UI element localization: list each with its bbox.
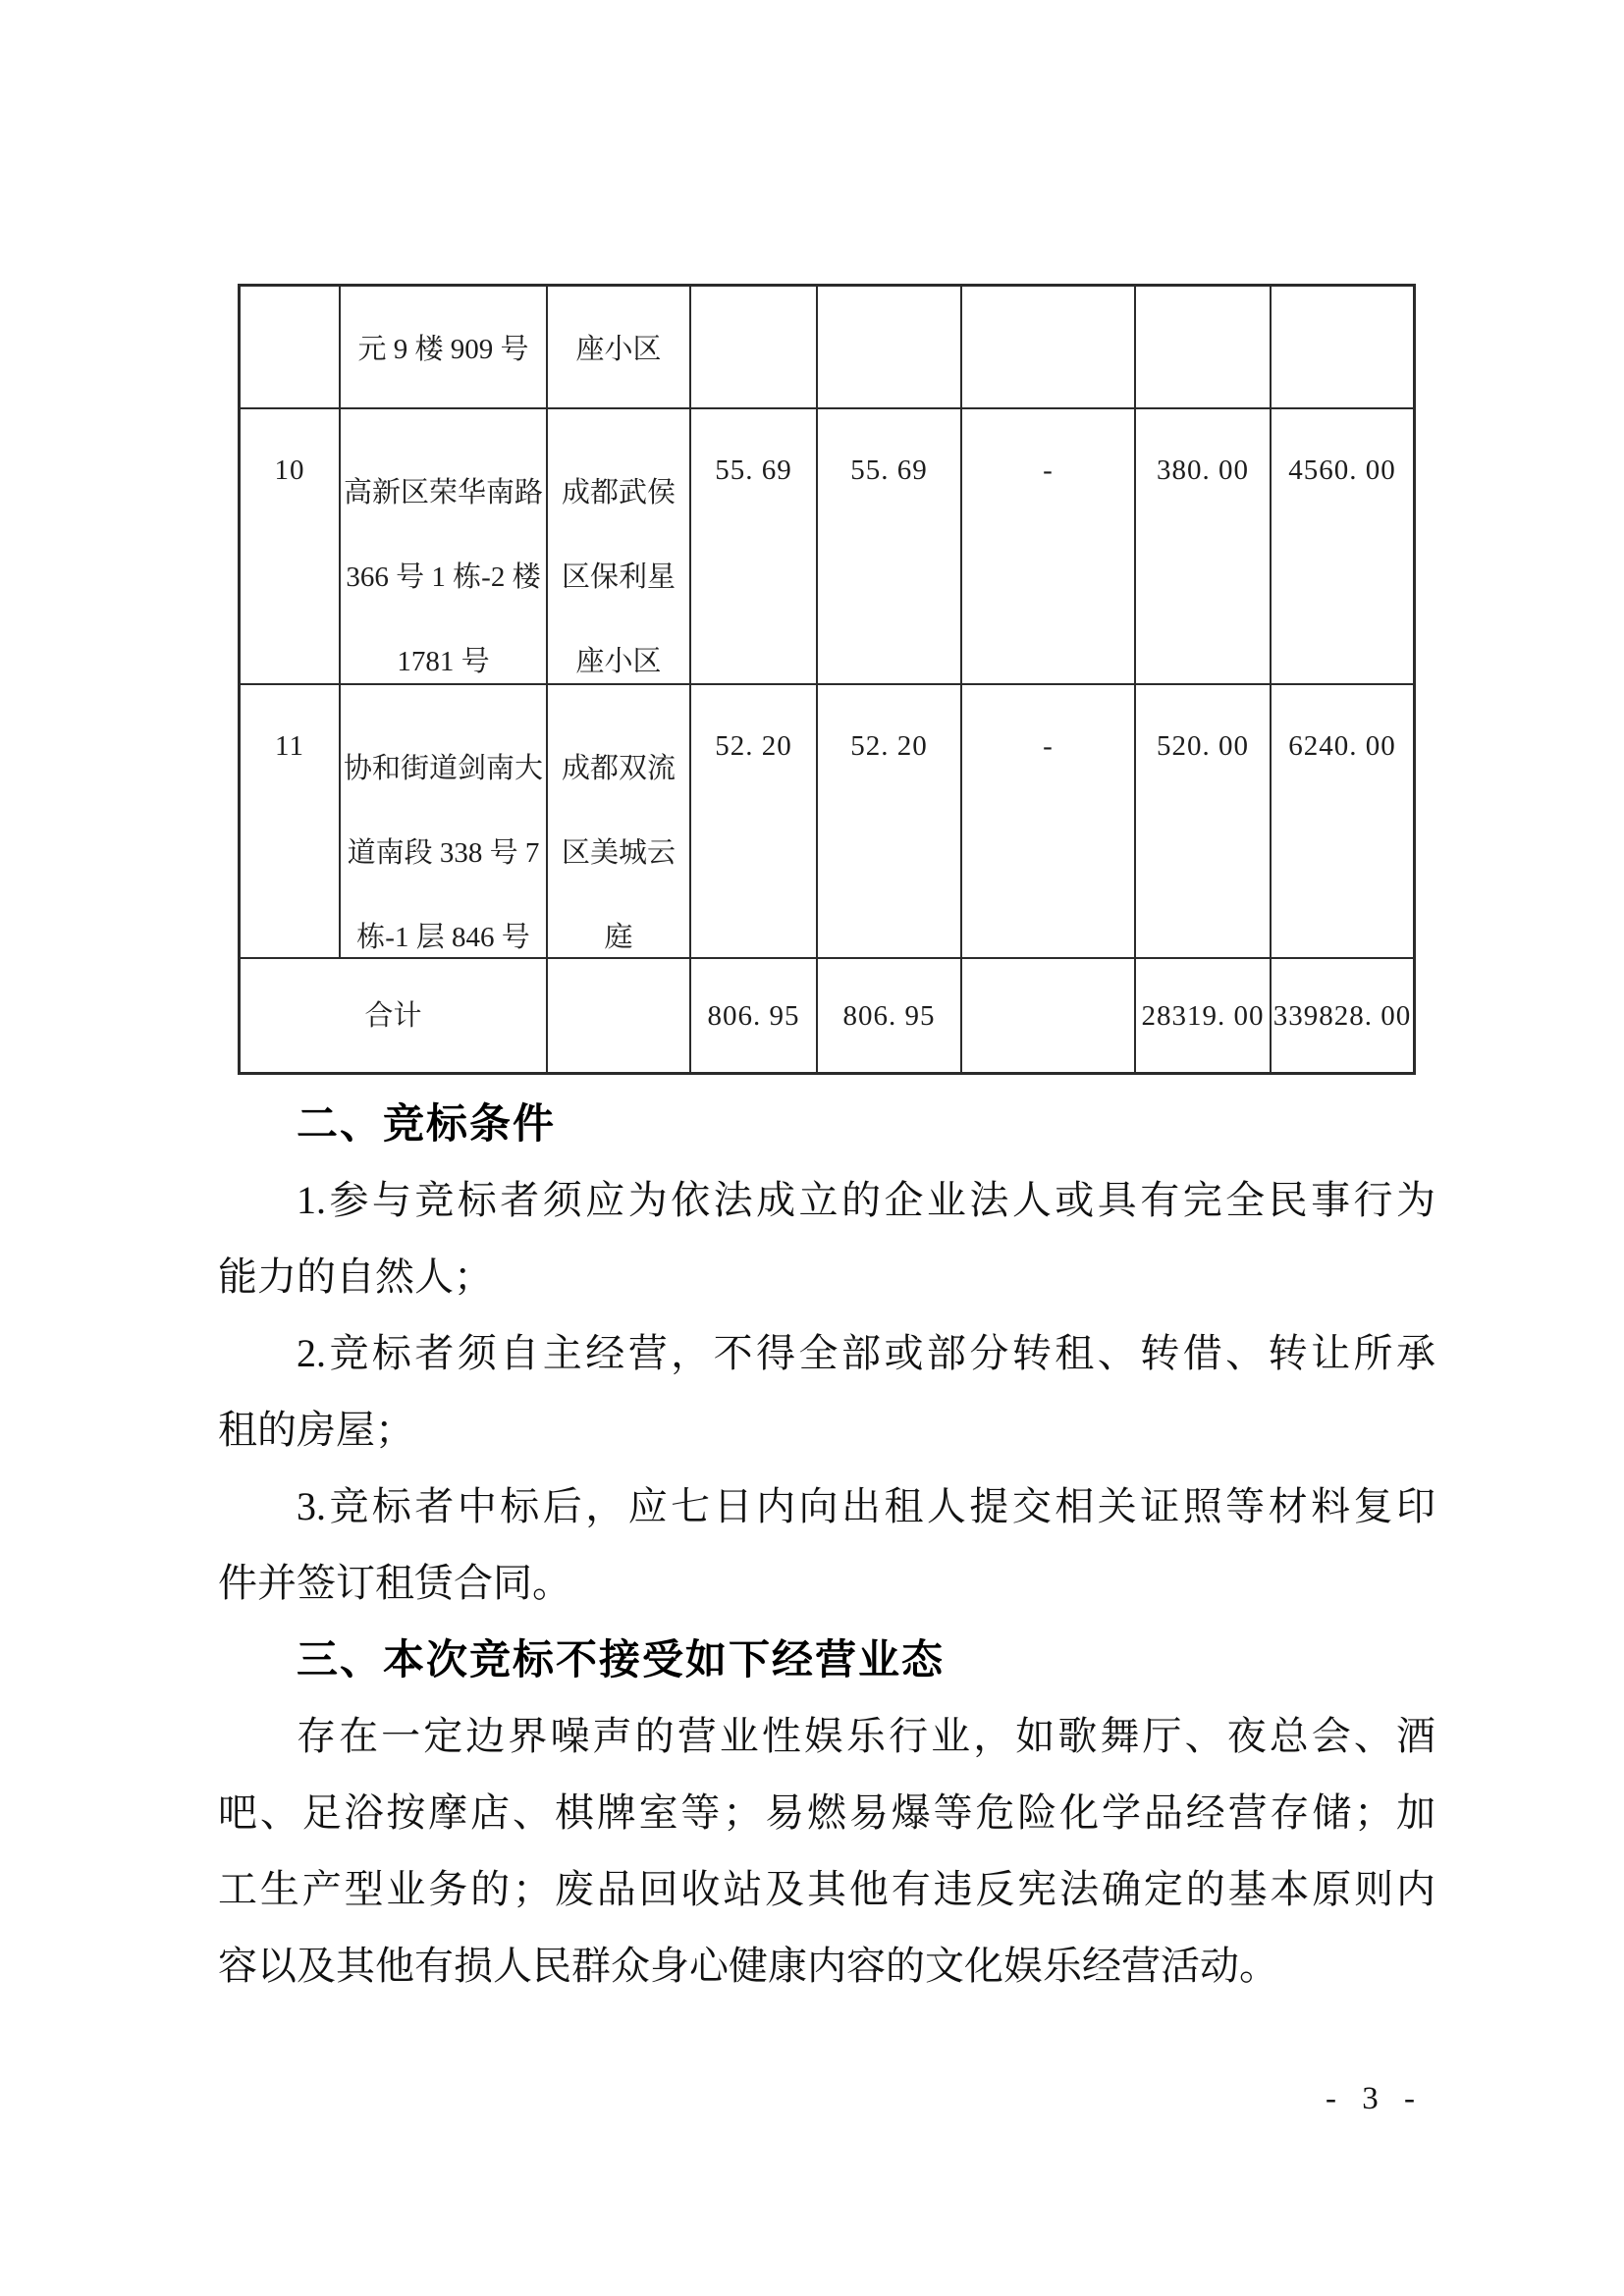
cell-address bbox=[341, 685, 548, 957]
table-row-carryover bbox=[241, 287, 1413, 409]
rent-area-text: 52. 20 bbox=[850, 730, 928, 762]
building-area-text: 55. 69 bbox=[715, 454, 792, 486]
cell-dash bbox=[962, 409, 1136, 683]
page-number: - 3 - bbox=[1326, 2081, 1424, 2116]
table-row-11 bbox=[241, 685, 1413, 959]
table-row-total bbox=[241, 959, 1413, 1072]
building-area-total-text: 806. 95 bbox=[707, 999, 800, 1032]
monthly-rent-text: 380. 00 bbox=[1157, 454, 1249, 486]
cell-building-area bbox=[691, 287, 818, 407]
cell-monthly-rent-total bbox=[1136, 959, 1272, 1072]
dash-text: - bbox=[1043, 454, 1054, 486]
cell-dash bbox=[962, 685, 1136, 957]
cell-monthly-rent bbox=[1136, 685, 1272, 957]
annual-rent-text: 4560. 00 bbox=[1288, 454, 1396, 486]
rent-area-text: 55. 69 bbox=[850, 454, 928, 486]
cell-row-no bbox=[241, 685, 341, 957]
building-area-text: 52. 20 bbox=[715, 730, 792, 762]
address-line: 栋-1 层 846 号 bbox=[356, 922, 530, 953]
cell-address bbox=[341, 287, 548, 407]
total-label-text: 合计 bbox=[364, 999, 422, 1032]
row-no-text: 10 bbox=[274, 454, 305, 486]
cell-community bbox=[548, 959, 691, 1072]
clause2-line2: 租的房屋； bbox=[218, 1408, 414, 1452]
cell-annual-rent bbox=[1272, 409, 1413, 683]
section3-para-line2: 吧、足浴按摩店、棋牌室等；易燃易爆等危险化学品经营存储；加 bbox=[218, 1790, 1435, 1835]
address-line: 高新区荣华南路 bbox=[343, 477, 543, 508]
cell-community bbox=[548, 287, 691, 407]
section3-heading: 三、本次竞标不接受如下经营业态 bbox=[297, 1636, 946, 1682]
cell-building-area bbox=[691, 409, 818, 683]
cell-monthly-rent bbox=[1136, 409, 1272, 683]
clause3-line1: 3.竞标者中标后，应七日内向出租人提交相关证照等材料复印 bbox=[297, 1484, 1435, 1528]
section3-para-line4: 容以及其他有损人民群众身心健康内容的文化娱乐经营活动。 bbox=[218, 1944, 1278, 1988]
community-line: 座小区 bbox=[575, 646, 662, 677]
section3-para-line3: 工生产型业务的；废品回收站及其他有违反宪法确定的基本原则内 bbox=[218, 1867, 1435, 1911]
clause1-line1: 1.参与竞标者须应为依法成立的企业法人或具有完全民事行为 bbox=[297, 1178, 1435, 1222]
table-row-10 bbox=[241, 409, 1413, 685]
clause2-line1: 2.竞标者须自主经营，不得全部或部分转租、转借、转让所承 bbox=[297, 1331, 1435, 1375]
community-line: 区美城云 bbox=[561, 837, 676, 869]
address-line: 道南段 338 号 7 bbox=[347, 837, 540, 869]
cell-community bbox=[548, 409, 691, 683]
cell-dash bbox=[962, 287, 1136, 407]
community-line: 成都武侯 bbox=[561, 477, 676, 508]
cell-rent-area-total bbox=[818, 959, 962, 1072]
cell-dash bbox=[962, 959, 1136, 1072]
community-line: 庭 bbox=[604, 922, 633, 953]
cell-row-no bbox=[241, 409, 341, 683]
cell-monthly-rent bbox=[1136, 287, 1272, 407]
cell-community bbox=[548, 685, 691, 957]
community-line: 成都双流 bbox=[561, 753, 676, 784]
clause3-line2: 件并签订租赁合同。 bbox=[218, 1561, 571, 1605]
cell-row-no bbox=[241, 287, 341, 407]
cell-building-area-total bbox=[691, 959, 818, 1072]
cell-building-area bbox=[691, 685, 818, 957]
cell-address bbox=[341, 409, 548, 683]
monthly-rent-total-text: 28319. 00 bbox=[1141, 999, 1265, 1032]
cell-annual-rent-total bbox=[1272, 959, 1413, 1072]
cell-rent-area bbox=[818, 409, 962, 683]
section3-para-line1: 存在一定边界噪声的营业性娱乐行业，如歌舞厅、夜总会、酒 bbox=[297, 1714, 1435, 1758]
rent-area-total-text: 806. 95 bbox=[842, 999, 936, 1032]
row-no-text: 11 bbox=[275, 730, 304, 762]
address-line: 协和街道剑南大 bbox=[343, 753, 543, 784]
cell-annual-rent bbox=[1272, 685, 1413, 957]
address-line: 366 号 1 栋-2 楼 bbox=[346, 561, 541, 593]
address-line: 1781 号 bbox=[397, 646, 490, 677]
annual-rent-text: 6240. 00 bbox=[1288, 730, 1396, 762]
community-line: 座小区 bbox=[575, 334, 662, 365]
cell-rent-area bbox=[818, 685, 962, 957]
section2-heading: 二、竞标条件 bbox=[297, 1100, 557, 1147]
dash-text: - bbox=[1043, 730, 1054, 762]
monthly-rent-text: 520. 00 bbox=[1157, 730, 1249, 762]
cell-annual-rent bbox=[1272, 287, 1413, 407]
community-line: 区保利星 bbox=[561, 561, 676, 593]
property-table bbox=[238, 284, 1416, 1075]
address-line: 元 9 楼 909 号 bbox=[357, 334, 529, 365]
cell-total-label bbox=[241, 959, 548, 1072]
clause1-line2: 能力的自然人； bbox=[218, 1255, 493, 1299]
document-body bbox=[218, 1086, 1435, 2004]
annual-rent-total-text: 339828. 00 bbox=[1272, 999, 1412, 1032]
cell-rent-area bbox=[818, 287, 962, 407]
